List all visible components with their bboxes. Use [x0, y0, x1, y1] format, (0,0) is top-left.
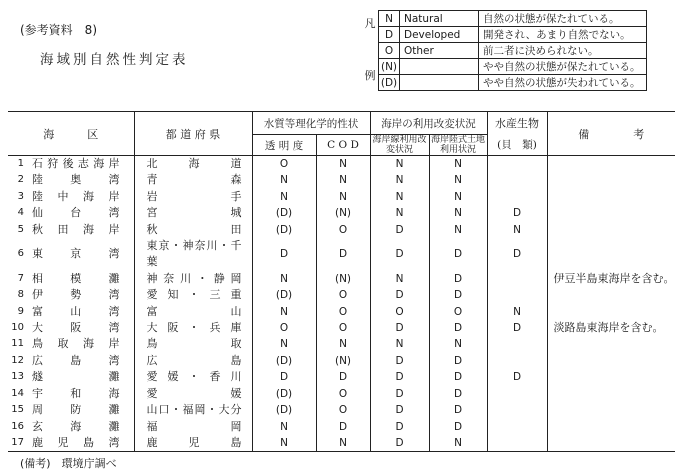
sea-area: 燧灘 — [32, 370, 120, 384]
transparency-value: D — [252, 238, 316, 271]
transparency-value: N — [252, 419, 316, 435]
shellfish-value — [487, 172, 547, 188]
shoreline-value: N — [370, 172, 429, 188]
prefecture: 広島 — [134, 353, 252, 369]
land-use-value: D — [429, 353, 487, 369]
cod-value: O — [316, 304, 370, 320]
table-row — [8, 336, 675, 352]
land-use-value: D — [429, 238, 487, 271]
header-land-use: 海岸陸式土地利用状況 — [430, 135, 485, 155]
land-use-value: D — [429, 287, 487, 303]
transparency-value: N — [252, 189, 316, 205]
sea-area: 石狩後志海岸 — [32, 157, 120, 170]
land-use-value: N — [429, 435, 487, 452]
remarks-value — [547, 172, 675, 188]
prefecture: 神奈川・静岡 — [134, 271, 252, 287]
row-number: 13 — [11, 371, 24, 383]
legend-symbol: (N) — [379, 59, 400, 75]
transparency-value: (D) — [252, 353, 316, 369]
shellfish-value — [487, 419, 547, 435]
shoreline-value: N — [370, 336, 429, 352]
transparency-value: (D) — [252, 287, 316, 303]
table-row — [8, 435, 675, 452]
transparency-value: (D) — [252, 222, 316, 238]
sea-area: 宇和海 — [32, 386, 120, 400]
table-row — [8, 189, 675, 205]
shoreline-value: D — [370, 386, 429, 402]
prefecture: 秋田 — [134, 222, 252, 238]
table-row — [8, 386, 675, 402]
sea-area: 東京湾 — [32, 247, 120, 261]
sea-area: 大阪湾 — [32, 321, 120, 335]
cod-value: D — [316, 238, 370, 271]
legend-symbol: D — [379, 27, 400, 43]
row-number: 10 — [11, 322, 24, 334]
shellfish-value — [487, 156, 547, 173]
shoreline-value: N — [370, 271, 429, 287]
legend-symbol: O — [379, 43, 400, 59]
sea-area: 周防灘 — [32, 403, 120, 417]
cod-value: O — [316, 320, 370, 336]
prefecture: 福岡 — [134, 419, 252, 435]
table-row — [8, 287, 675, 303]
header-cod: C O D — [316, 135, 370, 156]
row-number: 2 — [17, 174, 24, 186]
shellfish-value: D — [487, 369, 547, 385]
land-use-value: N — [429, 189, 487, 205]
legend-side-top: 凡 — [362, 11, 379, 59]
shoreline-value: D — [370, 320, 429, 336]
sea-area: 広島湾 — [32, 353, 120, 367]
shellfish-value: D — [487, 320, 547, 336]
row-number: 3 — [17, 190, 24, 202]
row-number: 5 — [17, 223, 24, 235]
legend-description: やや自然の状態が保たれている。 — [479, 59, 647, 75]
remarks-value — [547, 222, 675, 238]
remarks-value — [547, 205, 675, 221]
header-shellfish: (貝 類) — [487, 135, 547, 156]
transparency-value: N — [252, 304, 316, 320]
transparency-value: (D) — [252, 386, 316, 402]
prefecture: 岩手 — [134, 189, 252, 205]
reference-label: (参考資料 8) — [20, 23, 97, 37]
header-shoreline: 海岸線利用改変状況 — [370, 135, 429, 156]
prefecture: 愛知・三重 — [134, 287, 252, 303]
remarks-value — [547, 287, 675, 303]
transparency-value: N — [252, 271, 316, 287]
transparency-value: N — [252, 336, 316, 352]
table-row — [8, 222, 675, 238]
header-transparency: 透 明 度 — [252, 135, 316, 156]
transparency-value: N — [252, 172, 316, 188]
transparency-value: (D) — [252, 402, 316, 418]
shellfish-value — [487, 435, 547, 452]
transparency-value: O — [252, 156, 316, 173]
legend-box — [362, 10, 647, 91]
shoreline-value: D — [370, 369, 429, 385]
land-use-value: N — [429, 172, 487, 188]
remarks-value — [547, 304, 675, 320]
legend-symbol: N — [379, 11, 400, 27]
cod-value: O — [316, 222, 370, 238]
land-use-value: O — [429, 304, 487, 320]
row-number: 14 — [11, 387, 24, 399]
prefecture: 山口・福岡・大分 — [134, 402, 252, 418]
land-use-value: D — [429, 369, 487, 385]
prefecture: 宮城 — [134, 205, 252, 221]
remarks-value — [547, 435, 675, 452]
header-water-quality: 水質等理化学的性状 — [252, 112, 370, 135]
transparency-value: D — [252, 369, 316, 385]
shoreline-value: N — [370, 205, 429, 221]
table-row — [8, 419, 675, 435]
prefecture: 大阪・兵庫 — [134, 320, 252, 336]
remarks-value — [547, 336, 675, 352]
sea-area: 仙台湾 — [32, 206, 120, 220]
prefecture: 愛媛 — [134, 386, 252, 402]
shellfish-value — [487, 189, 547, 205]
row-number: 1 — [17, 158, 24, 169]
row-number: 9 — [17, 305, 24, 317]
row-number: 7 — [17, 272, 24, 284]
row-number: 17 — [8, 435, 30, 452]
prefecture: 東京・神奈川・千葉 — [134, 238, 252, 271]
shoreline-value: N — [370, 189, 429, 205]
land-use-value: D — [429, 320, 487, 336]
sea-area: 玄海灘 — [32, 419, 120, 433]
cod-value: (N) — [316, 205, 370, 221]
remarks-value — [547, 238, 675, 271]
cod-value: N — [316, 336, 370, 352]
table-row — [8, 205, 675, 221]
land-use-value: D — [429, 271, 487, 287]
prefecture: 北 海 道 — [134, 156, 252, 173]
shellfish-value: N — [487, 304, 547, 320]
cod-value: O — [316, 402, 370, 418]
cod-value: D — [316, 369, 370, 385]
shoreline-value: D — [370, 435, 429, 452]
row-number: 6 — [17, 248, 24, 260]
cod-value: N — [316, 189, 370, 205]
remarks-value — [547, 353, 675, 369]
land-use-value: N — [429, 205, 487, 221]
table-row — [8, 238, 675, 271]
remarks-value — [547, 419, 675, 435]
shellfish-value — [487, 287, 547, 303]
table-row — [8, 172, 675, 188]
prefecture: 鹿児島 — [134, 435, 252, 452]
header-prefecture: 都 道 府 県 — [134, 112, 252, 156]
legend-english: Natural — [400, 11, 479, 27]
shellfish-value — [487, 402, 547, 418]
table-row — [8, 402, 675, 418]
shellfish-value — [487, 386, 547, 402]
sea-area: 伊勢湾 — [32, 288, 120, 302]
shoreline-value: D — [370, 419, 429, 435]
remarks-value — [547, 189, 675, 205]
row-number: 12 — [11, 354, 24, 366]
legend-description: やや自然の状態が失われている。 — [479, 75, 647, 91]
land-use-value: N — [429, 336, 487, 352]
remarks-value: 淡路島東海岸を含む。 — [547, 320, 675, 336]
remarks-value — [547, 402, 675, 418]
remarks-value — [547, 386, 675, 402]
header-remarks: 備 考 — [547, 112, 675, 156]
row-number: 11 — [11, 338, 24, 350]
shoreline-value: O — [370, 304, 429, 320]
transparency-value: (D) — [252, 205, 316, 221]
cod-value: N — [316, 172, 370, 188]
footnote: (備考) 環境庁調べ — [20, 457, 117, 470]
judgment-table — [8, 111, 675, 452]
remarks-value — [547, 156, 675, 173]
shellfish-value: D — [487, 238, 547, 271]
transparency-value: O — [252, 320, 316, 336]
remarks-value — [547, 369, 675, 385]
header-area: 海 区 — [8, 112, 134, 156]
shoreline-value: D — [370, 287, 429, 303]
prefecture: 富山 — [134, 304, 252, 320]
cod-value: O — [316, 386, 370, 402]
prefecture: 愛媛・香川 — [134, 369, 252, 385]
legend-side-bottom: 例 — [362, 59, 379, 91]
cod-value: (N) — [316, 353, 370, 369]
legend-english: Developed — [400, 27, 479, 43]
cod-value: O — [316, 287, 370, 303]
sea-area: 陸中海岸 — [32, 189, 120, 203]
prefecture: 鳥取 — [134, 336, 252, 352]
legend-symbol: (D) — [379, 75, 400, 91]
shellfish-value — [487, 336, 547, 352]
sea-area: 相模灘 — [32, 271, 120, 285]
legend-english — [400, 75, 479, 91]
table-row — [8, 320, 675, 336]
row-number: 16 — [11, 420, 24, 432]
table-row — [8, 304, 675, 320]
legend-description: 開発され、あまり自然でない。 — [479, 27, 647, 43]
page-title: 海域別自然性判定表 — [40, 52, 189, 68]
legend-description: 自然の状態が保たれている。 — [479, 11, 647, 27]
shoreline-value: D — [370, 402, 429, 418]
shoreline-value: D — [370, 222, 429, 238]
table-row — [8, 156, 675, 173]
row-number: 8 — [17, 289, 24, 301]
cod-value: (N) — [316, 271, 370, 287]
shellfish-value: D — [487, 205, 547, 221]
land-use-value: N — [429, 222, 487, 238]
shellfish-value — [487, 353, 547, 369]
land-use-value: D — [429, 402, 487, 418]
remarks-value: 伊豆半島東海岸を含む。 — [547, 271, 675, 287]
table-row — [8, 271, 675, 287]
prefecture: 青森 — [134, 172, 252, 188]
land-use-value: D — [429, 419, 487, 435]
transparency-value: N — [252, 435, 316, 452]
sea-area: 秋田海岸 — [32, 222, 120, 236]
header-marine-life: 水産生物 — [487, 112, 547, 135]
legend-english — [400, 59, 479, 75]
shoreline-value: D — [370, 353, 429, 369]
header-coast-use: 海岸の利用改変状況 — [370, 112, 487, 135]
table-row — [8, 353, 675, 369]
sea-area: 鳥取海岸 — [32, 337, 120, 351]
shoreline-value: N — [370, 156, 429, 173]
shellfish-value — [487, 271, 547, 287]
legend-english: Other — [400, 43, 479, 59]
row-number: 4 — [17, 207, 24, 219]
cod-value: D — [316, 419, 370, 435]
shellfish-value: N — [487, 222, 547, 238]
cod-value: N — [316, 435, 370, 452]
row-number: 15 — [11, 404, 24, 416]
sea-area: 陸奥湾 — [32, 173, 120, 187]
land-use-value: N — [429, 156, 487, 173]
sea-area: 富山湾 — [32, 304, 120, 318]
sea-area: 鹿児島湾 — [30, 435, 134, 452]
table-row — [8, 369, 675, 385]
shoreline-value: D — [370, 238, 429, 271]
cod-value: N — [316, 156, 370, 173]
legend-description: 前二者に決められない。 — [479, 43, 647, 59]
land-use-value: D — [429, 386, 487, 402]
